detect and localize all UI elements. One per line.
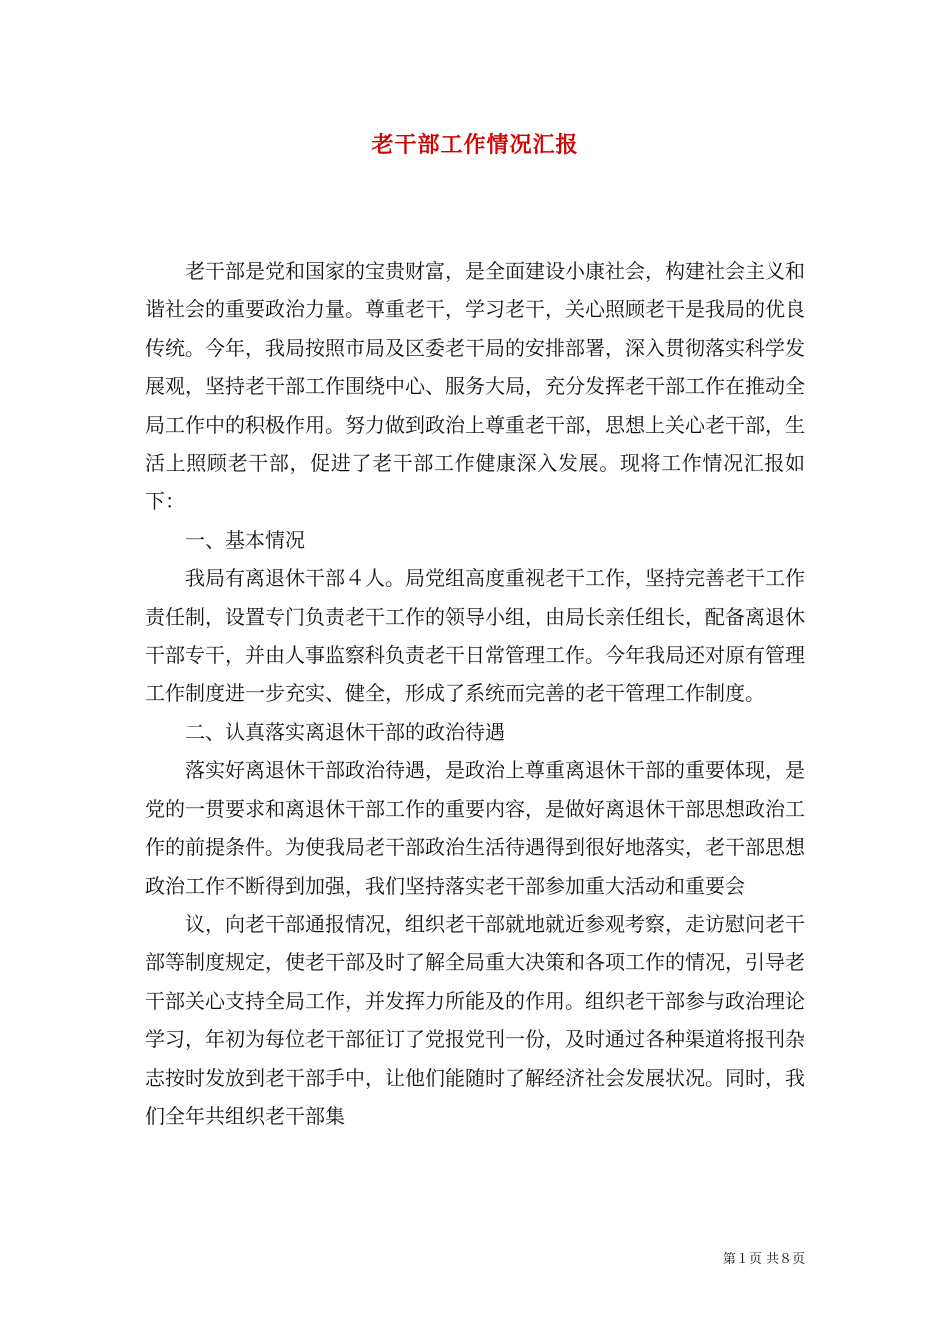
paragraph-continuation: 议，向老干部通报情况，组织老干部就地就近参观考察，走访慰问老干部等制度规定，使老干部及时了解全局重大决策和各项工作的情况，引导老干部关心支持全局工作，并发挥力所能及的作用。组织老干部参与政治理论学习，年初为每位老干部征订了党报党刊一份，及时通过各种渠道将报刊杂志按时发放到老干部手中，让他们能随时了解经济社会发展状况。同时，我们全年共组织老干部集 bbox=[145, 911, 805, 1128]
document-title: 老干部工作情况汇报 bbox=[371, 132, 579, 158]
page-number-indicator: 第１页 共８页 bbox=[722, 1252, 805, 1267]
paragraph-basic-situation: 我局有离退休干部４人。局党组高度重视老干工作，坚持完善老干工作责任制，设置专门负责老干工作的领导小组，由局长亲任组长，配备离退休干部专干，并由人事监察科负责老干日常管理工作。今年我局还对原有管理工作制度进一步充实、健全，形成了系统而完善的老干管理工作制度。 bbox=[145, 566, 805, 706]
section-heading-basic-situation: 一、基本情况 bbox=[185, 527, 305, 552]
paragraph-political-treatment: 落实好离退休干部政治待遇，是政治上尊重离退休干部的重要体现，是党的一贯要求和离退休干部工作的重要内容，是做好离退休干部思想政治工作的前提条件。为使我局老干部政治生活待遇得到很好地落实，老干部思想政治工作不断得到加强，我们坚持落实老干部参加重大活动和重要会 bbox=[145, 758, 805, 898]
section-heading-political-treatment: 二、认真落实离退休干部的政治待遇 bbox=[185, 719, 505, 744]
paragraph-intro: 老干部是党和国家的宝贵财富，是全面建设小康社会，构建社会主义和谐社会的重要政治力量。尊重老干，学习老干，关心照顾老干是我局的优良传统。今年，我局按照市局及区委老干局的安排部署，深入贯彻落实科学发展观，坚持老干部工作围绕中心、服务大局，充分发挥老干部工作在推动全局工作中的积极作用。努力做到政治上尊重老干部，思想上关心老干部，生活上照顾老干部，促进了老干部工作健康深入发展。现将工作情况汇报如下： bbox=[145, 259, 805, 514]
document-body bbox=[145, 252, 805, 1135]
